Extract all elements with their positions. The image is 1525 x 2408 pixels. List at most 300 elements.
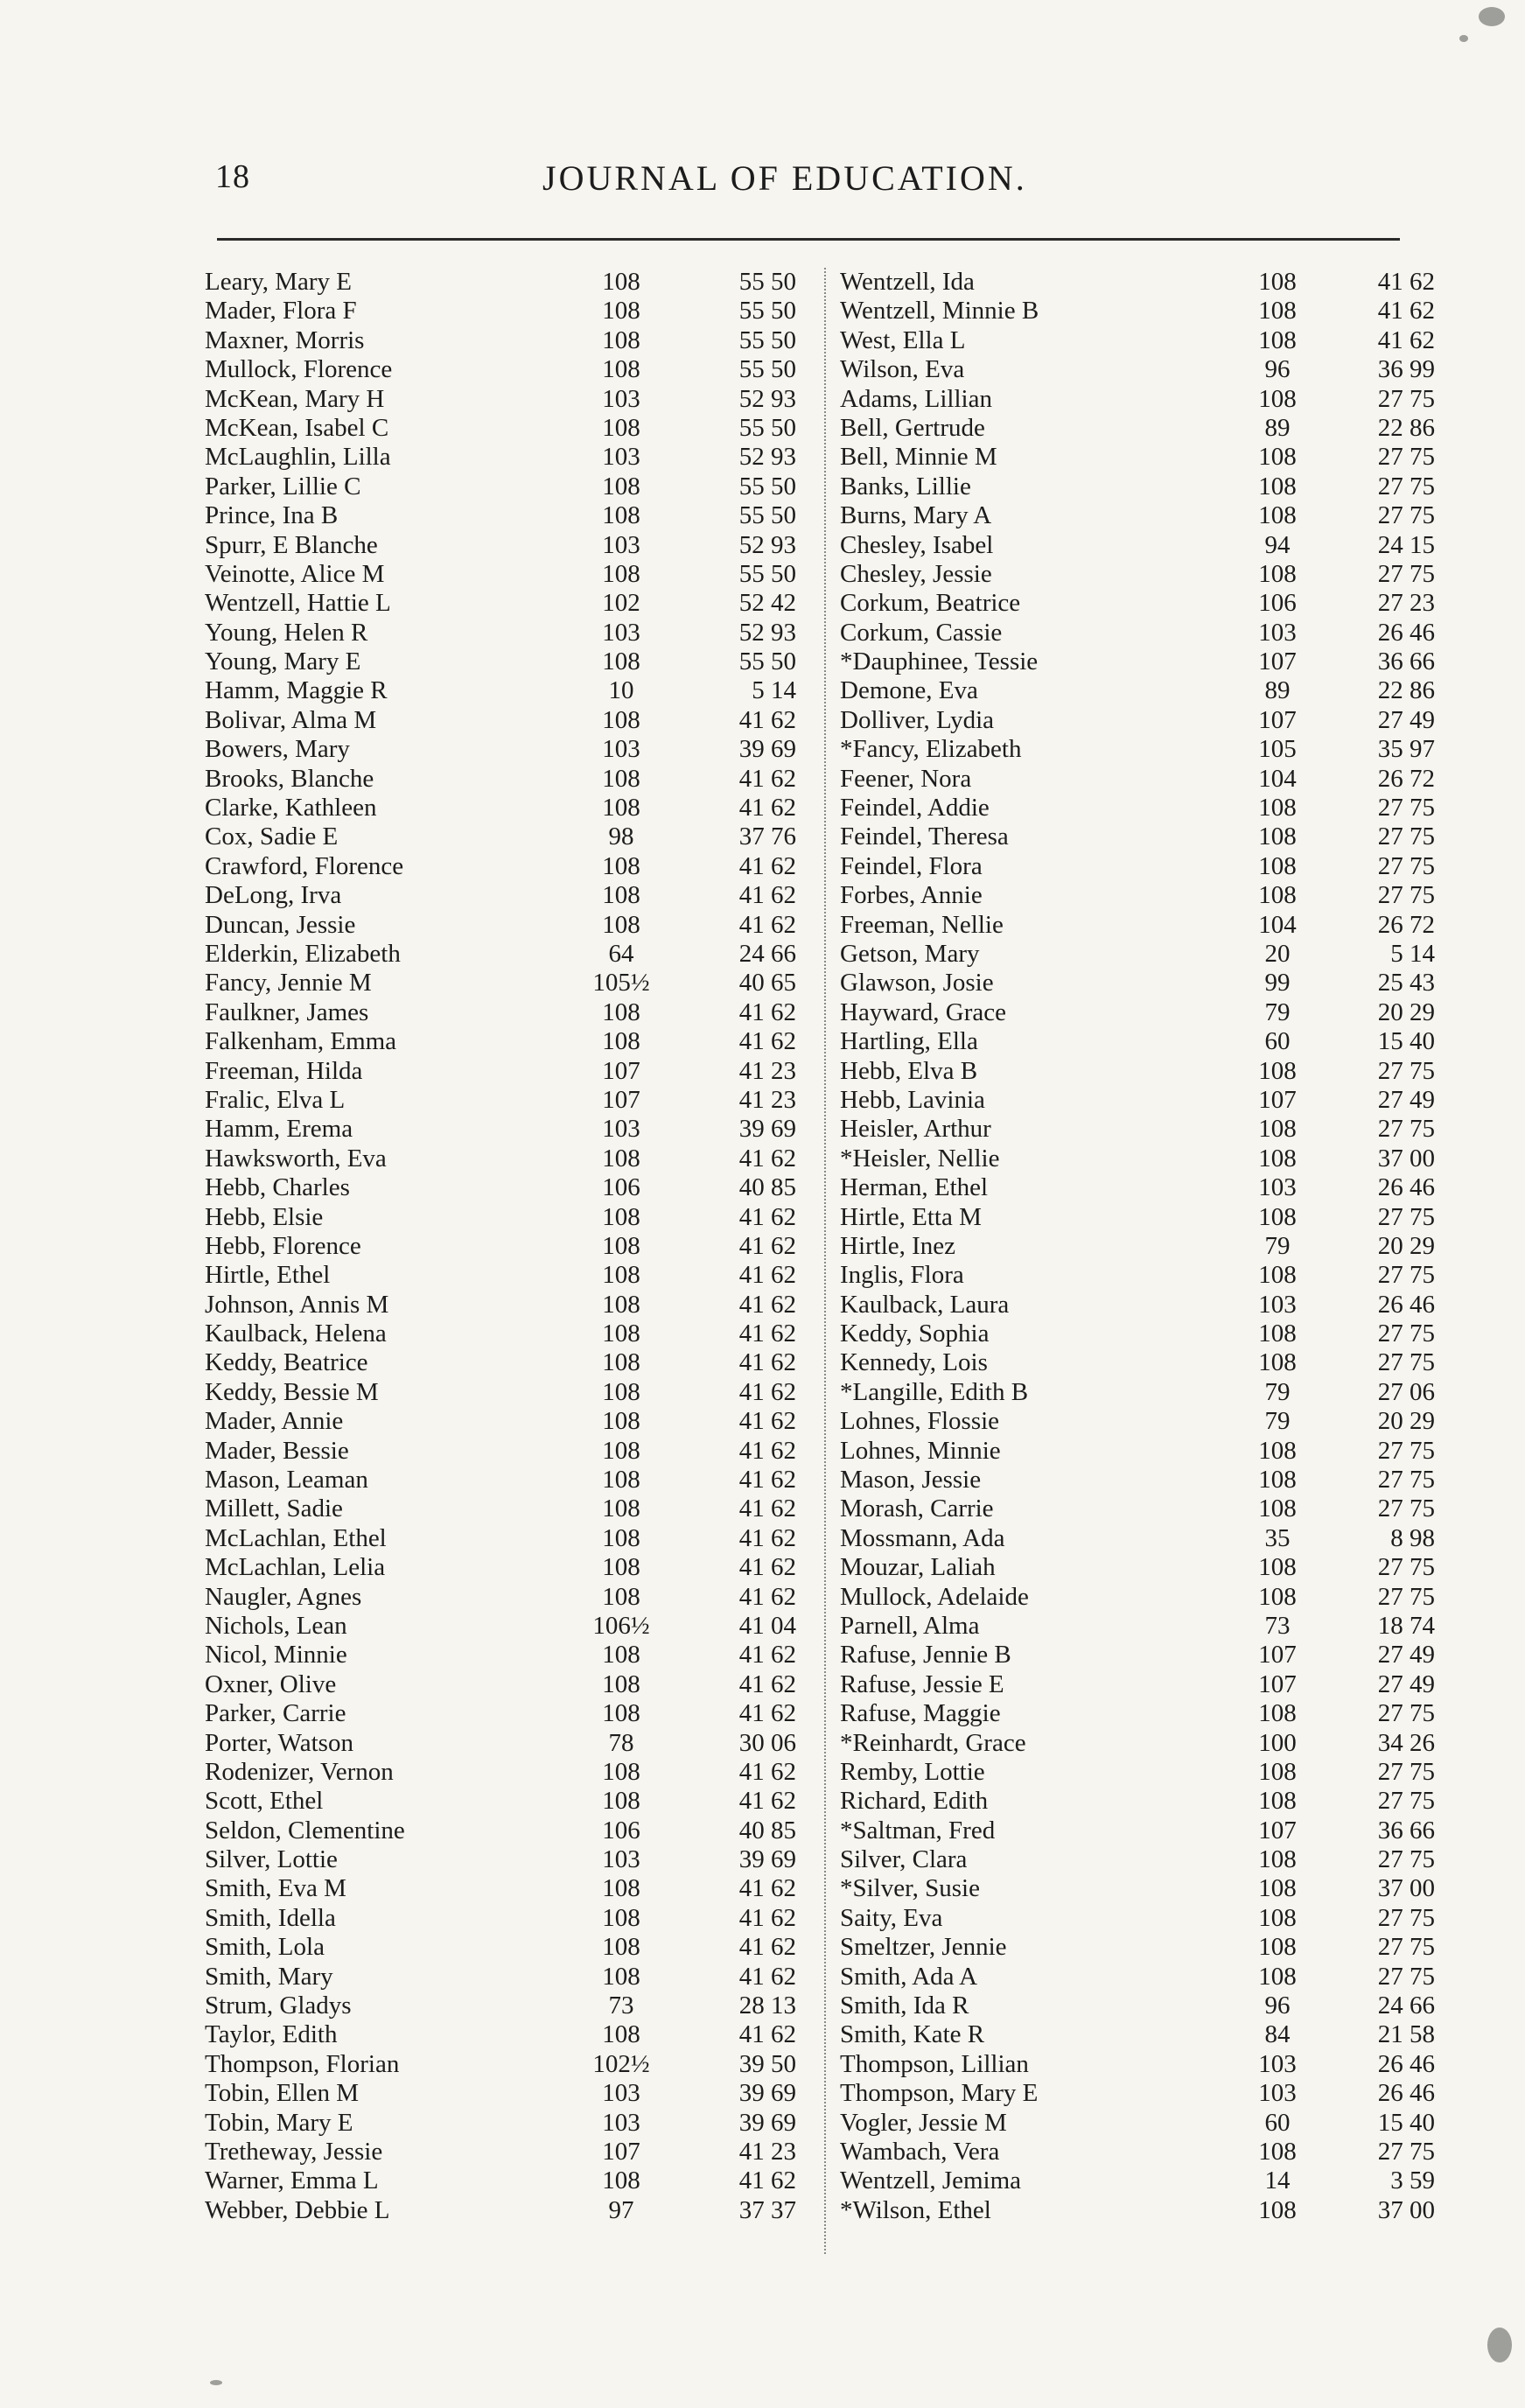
entry-name: *Saltman, Fred <box>840 1816 996 1844</box>
list-item <box>175 559 796 589</box>
entry-days: 108 <box>1258 297 1297 326</box>
entry-amount: 41 62 <box>1377 268 1435 296</box>
entry-name: Herman, Ethel <box>840 1173 989 1202</box>
entry-name: Spurr, E Blanche <box>205 530 378 559</box>
entry-amount: 39 69 <box>738 1845 796 1874</box>
entry-amount: 37 76 <box>738 822 796 851</box>
scan-speck <box>1459 35 1468 42</box>
list-item <box>822 2109 1435 2138</box>
entry-days: 108 <box>1258 443 1297 472</box>
entry-amount: 20 29 <box>1377 998 1435 1026</box>
entry-name: Rodenizer, Vernon <box>205 1757 394 1786</box>
entry-name: Keddy, Beatrice <box>205 1348 368 1377</box>
entry-days: 108 <box>602 1407 640 1436</box>
entry-days: 108 <box>1258 1056 1297 1085</box>
list-item <box>822 1845 1435 1874</box>
entry-days: 64 <box>608 939 634 968</box>
list-item <box>175 881 796 910</box>
entry-days: 108 <box>602 1582 640 1611</box>
entry-amount: 55 50 <box>738 268 796 296</box>
entry-amount: 41 62 <box>1377 326 1435 354</box>
entry-name: Silver, Lottie <box>205 1845 338 1874</box>
list-item <box>175 648 796 676</box>
list-item <box>175 1523 796 1553</box>
entry-name: Mullock, Adelaide <box>840 1582 1029 1611</box>
entry-days: 108 <box>1258 851 1297 880</box>
list-item <box>822 794 1435 822</box>
entry-name: Bell, Gertrude <box>840 413 985 442</box>
entry-amount: 27 49 <box>1377 1085 1435 1114</box>
entry-days: 60 <box>1264 1027 1291 1056</box>
entry-name: Mader, Annie <box>205 1407 344 1436</box>
list-item <box>175 735 796 764</box>
entry-days: 35 <box>1264 1523 1291 1552</box>
entry-name: Seldon, Clementine <box>205 1816 405 1844</box>
entry-name: Tretheway, Jessie <box>205 2138 383 2166</box>
entry-amount: 55 50 <box>738 501 796 530</box>
entry-days: 107 <box>1258 705 1297 734</box>
entry-days: 106½ <box>592 1611 650 1640</box>
page-number: 18 <box>215 158 250 195</box>
entry-name: Heisler, Arthur <box>840 1115 991 1144</box>
list-item <box>175 384 796 414</box>
entry-amount: 27 75 <box>1377 1699 1435 1728</box>
entry-days: 108 <box>602 1903 640 1932</box>
list-item <box>822 1933 1435 1962</box>
entry-days: 108 <box>1258 1874 1297 1903</box>
entry-amount: 27 75 <box>1377 1962 1435 1991</box>
entry-name: Hirtle, Ethel <box>205 1261 331 1290</box>
entry-days: 107 <box>602 2138 640 2166</box>
list-item <box>175 2108 796 2138</box>
entry-days: 108 <box>1258 268 1297 296</box>
entry-days: 108 <box>602 1553 640 1582</box>
list-item <box>175 1962 796 1992</box>
entry-name: Hayward, Grace <box>840 998 1007 1026</box>
entry-amount: 27 75 <box>1377 1261 1435 1290</box>
list-item <box>175 1027 796 1056</box>
entry-days: 105½ <box>592 969 650 998</box>
entry-days: 108 <box>602 998 640 1026</box>
list-item <box>822 1437 1435 1466</box>
entry-days: 108 <box>602 1670 640 1698</box>
entry-name: Scott, Ethel <box>205 1787 324 1816</box>
entry-name: Wentzell, Jemima <box>840 2166 1022 2195</box>
entry-amount: 37 00 <box>1377 1874 1435 1903</box>
entry-name: Getson, Mary <box>840 939 980 968</box>
entry-name: Rafuse, Maggie <box>840 1699 1001 1728</box>
list-item <box>175 618 796 648</box>
entry-days: 108 <box>602 268 640 296</box>
entry-amount: 27 75 <box>1377 794 1435 822</box>
entry-days: 108 <box>602 1320 640 1348</box>
entry-amount: 24 66 <box>1377 1992 1435 2020</box>
entry-amount: 27 75 <box>1377 443 1435 472</box>
entry-days: 107 <box>1258 1816 1297 1844</box>
entry-name: Feindel, Flora <box>840 851 983 880</box>
entry-amount: 27 75 <box>1377 851 1435 880</box>
list-item <box>822 1641 1435 1670</box>
entry-amount: 34 26 <box>1377 1728 1435 1757</box>
entry-days: 108 <box>602 881 640 910</box>
entry-name: McLachlan, Lelia <box>205 1553 386 1582</box>
list-item <box>822 1670 1435 1699</box>
entry-days: 108 <box>1258 559 1297 588</box>
list-item <box>822 1612 1435 1641</box>
entry-name: Hirtle, Inez <box>840 1231 956 1260</box>
entry-amount: 41 62 <box>738 1027 796 1056</box>
entry-days: 108 <box>1258 1202 1297 1231</box>
list-item <box>175 1699 796 1728</box>
list-item <box>822 2020 1435 2049</box>
entry-name: Kennedy, Lois <box>840 1348 988 1377</box>
entry-name: Prince, Ina B <box>205 501 339 530</box>
list-item <box>822 268 1435 297</box>
entry-amount: 27 75 <box>1377 384 1435 413</box>
entry-days: 96 <box>1264 1992 1291 2020</box>
entry-days: 108 <box>602 705 640 734</box>
list-item <box>822 1758 1435 1787</box>
entry-name: Mouzar, Laliah <box>840 1553 996 1582</box>
entry-amount: 27 49 <box>1377 705 1435 734</box>
entry-amount: 8 98 <box>1390 1523 1435 1552</box>
list-item <box>175 589 796 618</box>
list-item <box>175 1056 796 1086</box>
entry-name: Rafuse, Jennie B <box>840 1641 1011 1670</box>
list-item <box>175 1670 796 1699</box>
list-item <box>822 326 1435 355</box>
entry-name: Mason, Jessie <box>840 1466 982 1494</box>
entry-days: 102 <box>602 589 640 618</box>
entry-amount: 27 75 <box>1377 1202 1435 1231</box>
entry-days: 79 <box>1264 1231 1291 1260</box>
entry-days: 106 <box>602 1173 640 1202</box>
entry-days: 108 <box>1258 794 1297 822</box>
list-item <box>822 852 1435 881</box>
entry-amount: 41 23 <box>738 1056 796 1085</box>
right-column <box>822 268 1435 2225</box>
list-item <box>175 1115 796 1144</box>
entry-amount: 27 75 <box>1377 1320 1435 1348</box>
list-item <box>175 2049 796 2079</box>
list-item <box>175 1085 796 1115</box>
entry-days: 108 <box>1258 1436 1297 1465</box>
entry-days: 10 <box>608 676 634 705</box>
entry-amount: 5 14 <box>752 676 796 705</box>
list-item <box>175 764 796 794</box>
entry-name: Elderkin, Elizabeth <box>205 939 401 968</box>
list-item <box>822 969 1435 998</box>
list-item <box>175 1377 796 1407</box>
entry-days: 108 <box>602 1202 640 1231</box>
entry-name: Wentzell, Hattie L <box>205 589 391 618</box>
list-item <box>822 501 1435 530</box>
entry-amount: 27 75 <box>1377 501 1435 530</box>
list-item <box>822 676 1435 705</box>
list-item <box>175 1816 796 1845</box>
entry-days: 108 <box>602 1933 640 1962</box>
entry-name: Millett, Sadie <box>205 1494 343 1523</box>
list-item <box>175 969 796 998</box>
entry-days: 103 <box>602 1115 640 1144</box>
list-item <box>175 1290 796 1320</box>
entry-name: Falkenham, Emma <box>205 1027 397 1056</box>
entry-days: 108 <box>1258 501 1297 530</box>
entry-name: Wentzell, Ida <box>840 268 975 296</box>
entry-amount: 27 75 <box>1377 559 1435 588</box>
entry-amount: 41 62 <box>738 1757 796 1786</box>
entry-name: McKean, Mary H <box>205 384 385 413</box>
entry-days: 107 <box>602 1085 640 1114</box>
entry-days: 108 <box>602 355 640 384</box>
entry-amount: 39 69 <box>738 2108 796 2137</box>
entry-amount: 27 49 <box>1377 1670 1435 1698</box>
entry-amount: 27 75 <box>1377 1933 1435 1962</box>
entry-amount: 55 50 <box>738 355 796 384</box>
entry-days: 103 <box>602 618 640 647</box>
entry-days: 103 <box>602 2108 640 2137</box>
entry-amount: 27 75 <box>1377 1757 1435 1786</box>
entry-name: *Fancy, Elizabeth <box>840 735 1022 764</box>
list-item <box>822 2138 1435 2166</box>
entry-days: 104 <box>1258 910 1297 939</box>
entry-name: Smith, Mary <box>205 1962 333 1991</box>
entry-amount: 26 46 <box>1377 618 1435 647</box>
entry-amount: 27 23 <box>1377 589 1435 618</box>
entry-amount: 26 46 <box>1377 2049 1435 2078</box>
entry-name: Burns, Mary A <box>840 501 992 530</box>
entry-days: 107 <box>1258 1085 1297 1114</box>
list-item <box>175 472 796 501</box>
list-item <box>175 2079 796 2108</box>
entry-amount: 41 62 <box>738 851 796 880</box>
entry-days: 108 <box>602 648 640 676</box>
entry-amount: 52 93 <box>738 530 796 559</box>
entry-amount: 40 65 <box>738 969 796 998</box>
entry-name: Hebb, Charles <box>205 1173 350 1202</box>
list-item <box>822 414 1435 443</box>
entry-amount: 27 75 <box>1377 1845 1435 1874</box>
entry-days: 108 <box>1258 1261 1297 1290</box>
entry-amount: 41 62 <box>738 1641 796 1670</box>
scan-speck <box>1487 2328 1512 2362</box>
list-item <box>175 910 796 940</box>
entry-name: Taylor, Edith <box>205 2020 338 2049</box>
entry-amount: 26 72 <box>1377 764 1435 793</box>
entry-days: 108 <box>1258 1466 1297 1494</box>
entry-name: Wentzell, Minnie B <box>840 297 1039 326</box>
entry-amount: 55 50 <box>738 326 796 354</box>
list-item <box>822 765 1435 794</box>
entry-amount: 27 75 <box>1377 1582 1435 1611</box>
entry-amount: 41 62 <box>738 1348 796 1377</box>
entry-amount: 37 00 <box>1377 1144 1435 1172</box>
entry-amount: 15 40 <box>1377 2108 1435 2137</box>
entry-days: 84 <box>1264 2020 1291 2049</box>
entry-days: 103 <box>602 735 640 764</box>
list-item <box>822 881 1435 910</box>
entry-name: Nichols, Lean <box>205 1611 347 1640</box>
entry-amount: 27 75 <box>1377 1787 1435 1816</box>
entry-amount: 52 93 <box>738 384 796 413</box>
entry-days: 108 <box>1258 1933 1297 1962</box>
entry-days: 108 <box>1258 1787 1297 1816</box>
list-item <box>822 1407 1435 1436</box>
entry-days: 108 <box>1258 1320 1297 1348</box>
entry-amount: 27 75 <box>1377 1553 1435 1582</box>
entry-name: *Langille, Edith B <box>840 1377 1029 1406</box>
list-item <box>175 822 796 851</box>
entry-name: Faulkner, James <box>205 998 369 1026</box>
entry-amount: 52 93 <box>738 618 796 647</box>
entry-name: *Dauphinee, Tessie <box>840 648 1039 676</box>
entry-name: Smeltzer, Jennie <box>840 1933 1007 1962</box>
entry-amount: 20 29 <box>1377 1231 1435 1260</box>
entry-name: Parnell, Alma <box>840 1611 980 1640</box>
entry-name: Lohnes, Minnie <box>840 1436 1001 1465</box>
entry-name: Young, Mary E <box>205 648 361 676</box>
entry-days: 108 <box>602 764 640 793</box>
entry-name: Rafuse, Jessie E <box>840 1670 1004 1698</box>
entry-name: Hebb, Elva B <box>840 1056 978 1085</box>
entry-amount: 35 97 <box>1377 735 1435 764</box>
entry-name: Hirtle, Etta M <box>840 1202 982 1231</box>
entry-amount: 27 06 <box>1377 1377 1435 1406</box>
list-item <box>175 501 796 530</box>
entry-amount: 28 13 <box>738 1992 796 2020</box>
entry-name: Lohnes, Flossie <box>840 1407 1000 1436</box>
entry-name: McLachlan, Ethel <box>205 1523 387 1552</box>
entry-name: Thompson, Mary E <box>840 2079 1039 2108</box>
list-item <box>822 706 1435 735</box>
entry-days: 99 <box>1264 969 1291 998</box>
entry-name: Vogler, Jessie M <box>840 2108 1007 2137</box>
list-item <box>822 1261 1435 1290</box>
entry-amount: 52 93 <box>738 443 796 472</box>
list-item <box>822 2050 1435 2079</box>
list-item <box>822 940 1435 969</box>
entry-name: Mossmann, Ada <box>840 1523 1005 1552</box>
list-item <box>175 1903 796 1933</box>
list-item <box>822 1816 1435 1845</box>
entry-days: 108 <box>1258 1962 1297 1991</box>
list-item <box>822 1494 1435 1523</box>
list-item <box>822 1086 1435 1115</box>
entry-amount: 27 75 <box>1377 1494 1435 1523</box>
entry-amount: 41 62 <box>738 1494 796 1523</box>
list-item <box>175 1407 796 1436</box>
entry-days: 108 <box>1258 2138 1297 2166</box>
entry-days: 108 <box>1258 1699 1297 1728</box>
entry-name: Richard, Edith <box>840 1787 989 1816</box>
entry-amount: 41 23 <box>738 1085 796 1114</box>
entry-name: Smith, Ada A <box>840 1962 978 1991</box>
list-item <box>822 998 1435 1027</box>
list-item <box>822 1787 1435 1816</box>
list-item <box>175 268 796 297</box>
entry-days: 96 <box>1264 355 1291 384</box>
list-item <box>175 1553 796 1582</box>
list-item <box>175 1611 796 1641</box>
list-item <box>822 648 1435 676</box>
entry-name: Naugler, Agnes <box>205 1582 362 1611</box>
entry-days: 108 <box>1258 472 1297 500</box>
entry-name: Young, Helen R <box>205 618 368 647</box>
entry-amount: 15 40 <box>1377 1027 1435 1056</box>
entry-amount: 39 69 <box>738 735 796 764</box>
entry-amount: 24 66 <box>738 939 796 968</box>
entry-name: Mader, Bessie <box>205 1436 349 1465</box>
list-item <box>822 1291 1435 1320</box>
entry-days: 108 <box>602 2020 640 2049</box>
entry-name: Hawksworth, Eva <box>205 1144 387 1172</box>
list-item <box>822 1524 1435 1553</box>
list-item <box>175 2166 796 2195</box>
entry-name: Hebb, Lavinia <box>840 1085 985 1114</box>
entry-name: McLaughlin, Lilla <box>205 443 391 472</box>
entry-name: Thompson, Lillian <box>840 2049 1029 2078</box>
list-item <box>175 2195 796 2225</box>
entry-amount: 26 46 <box>1377 1290 1435 1319</box>
entry-name: Leary, Mary E <box>205 268 353 296</box>
entry-days: 73 <box>1264 1611 1291 1640</box>
list-item <box>822 1144 1435 1173</box>
entry-name: Silver, Clara <box>840 1845 968 1874</box>
entry-name: Remby, Lottie <box>840 1757 985 1786</box>
entry-amount: 55 50 <box>738 648 796 676</box>
list-item <box>822 1553 1435 1582</box>
entry-days: 108 <box>602 1641 640 1670</box>
scan-speck <box>1479 7 1505 26</box>
entry-name: Smith, Eva M <box>205 1874 346 1903</box>
entry-name: Forbes, Annie <box>840 881 983 910</box>
entry-amount: 41 62 <box>738 1962 796 1991</box>
entry-amount: 41 62 <box>738 1231 796 1260</box>
entry-days: 107 <box>1258 1670 1297 1698</box>
entry-name: Bolivar, Alma M <box>205 705 377 734</box>
list-item <box>822 1057 1435 1086</box>
entry-amount: 27 75 <box>1377 1903 1435 1932</box>
entry-amount: 41 62 <box>738 1144 796 1172</box>
list-item <box>822 589 1435 618</box>
entry-name: Keddy, Bessie M <box>205 1377 379 1406</box>
entry-name: Mullock, Florence <box>205 355 393 384</box>
entry-days: 108 <box>1258 1115 1297 1144</box>
entry-name: *Wilson, Ethel <box>840 2195 991 2224</box>
entry-days: 108 <box>1258 1582 1297 1611</box>
entry-days: 108 <box>602 472 640 500</box>
entry-name: Feindel, Addie <box>840 794 990 822</box>
entry-days: 108 <box>602 1436 640 1465</box>
entry-amount: 41 62 <box>738 1261 796 1290</box>
entry-days: 108 <box>602 501 640 530</box>
entry-name: Strum, Gladys <box>205 1992 352 2020</box>
entry-amount: 41 62 <box>738 1933 796 1962</box>
entry-amount: 27 75 <box>1377 1466 1435 1494</box>
entry-days: 108 <box>1258 822 1297 851</box>
entry-amount: 27 75 <box>1377 1436 1435 1465</box>
entry-amount: 26 72 <box>1377 910 1435 939</box>
list-item <box>175 1231 796 1261</box>
entry-days: 108 <box>602 2166 640 2195</box>
entry-days: 108 <box>1258 2195 1297 2224</box>
entry-amount: 20 29 <box>1377 1407 1435 1436</box>
entry-name: *Reinhardt, Grace <box>840 1728 1026 1757</box>
list-item <box>175 1992 796 2020</box>
entry-name: McKean, Isabel C <box>205 413 389 442</box>
list-item <box>175 530 796 560</box>
list-item <box>822 385 1435 414</box>
